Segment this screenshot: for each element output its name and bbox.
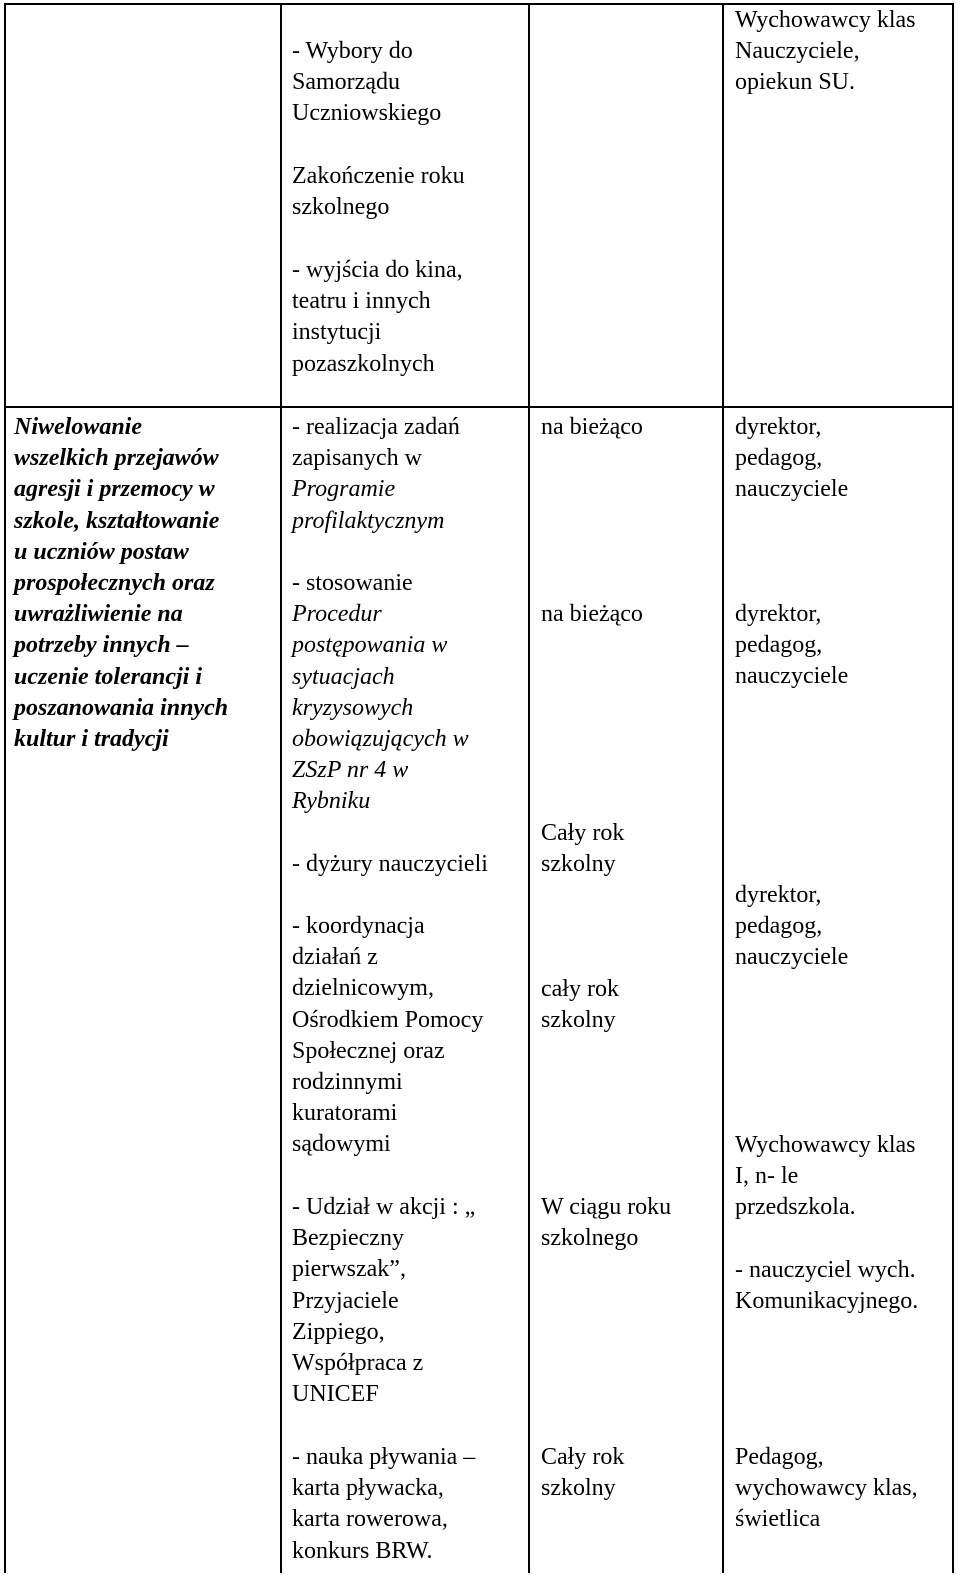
responsible-6	[735, 1442, 918, 1536]
row1-responsible-cell	[735, 5, 916, 99]
text-line: sądowymi	[292, 1131, 391, 1158]
text-line: Zippiego,	[292, 1318, 385, 1345]
text-line: świetlica	[735, 1506, 821, 1533]
term-4	[541, 974, 619, 1036]
text-line: dyrektor,	[735, 414, 822, 440]
term-3	[541, 818, 624, 880]
text-line: zapisanych w	[292, 445, 422, 472]
text-line: - stosowanie	[292, 570, 413, 596]
grid-line-row-separator	[4, 406, 954, 408]
text-line: - Wybory do	[292, 38, 413, 64]
text-line: - wyjścia do kina,	[292, 257, 463, 283]
activity-samorzad	[292, 36, 441, 130]
text-line: - Udział w akcji : „	[292, 1194, 476, 1220]
responsible-4	[735, 1130, 916, 1224]
text-line: teatru i innych	[292, 288, 431, 315]
text-line: karta pływacka,	[292, 1475, 444, 1502]
text-line: kryzysowych	[292, 694, 414, 721]
text-line: Samorządu	[292, 69, 400, 96]
text-line: działań z	[292, 944, 378, 971]
text-line: - dyżury nauczycieli	[292, 851, 488, 877]
text-line: szkolny	[541, 1475, 616, 1502]
text-line: Współpraca z	[292, 1350, 424, 1377]
text-line: pedagog,	[735, 445, 823, 472]
text-line: Niwelowanie	[14, 414, 143, 440]
text-line: przedszkola.	[735, 1194, 856, 1221]
activity-zakonczenie	[292, 161, 465, 223]
grid-line-left	[4, 3, 6, 1573]
text-line: dyrektor,	[735, 601, 822, 627]
text-line: Ośrodkiem Pomocy	[292, 1006, 484, 1033]
text-line: Bezpieczny	[292, 1225, 404, 1252]
text-line: na bieżąco	[541, 414, 643, 440]
text-line: szkolnego	[541, 1225, 639, 1252]
text-line: Wychowawcy klas	[735, 1132, 916, 1158]
text-line: dzielnicowym,	[292, 975, 434, 1002]
responsible-1	[735, 412, 848, 506]
grid-line-col4	[722, 3, 724, 1573]
text-line: - realizacja zadań	[292, 414, 460, 440]
text-line: instytucji	[292, 319, 382, 346]
text-line: Cały rok	[541, 820, 625, 846]
grid-line-col3	[528, 3, 530, 1573]
text-line: poszanowania innych	[14, 694, 229, 721]
text-line: kultur i tradycji	[14, 726, 169, 753]
text-line: szkolny	[541, 1007, 616, 1034]
text-line: - nauczyciel wych.	[735, 1257, 916, 1283]
text-line: Nauczyciele,	[735, 38, 860, 65]
activity-coordination	[292, 911, 483, 1161]
text-line: UNICEF	[292, 1381, 379, 1408]
text-line: u uczniów postaw	[14, 538, 189, 565]
activity-duty	[292, 849, 488, 880]
text-line: konkurs BRW.	[292, 1537, 433, 1564]
text-line: cały rok	[541, 976, 619, 1002]
text-line: szkolny	[541, 851, 616, 878]
activity-programme	[292, 412, 460, 537]
text-line: Programie	[292, 476, 396, 503]
text-line: pedagog,	[735, 632, 823, 659]
text-line: wszelkich przejawów	[14, 445, 219, 472]
responsible-5	[735, 1255, 918, 1317]
text-line: nauczyciele	[735, 476, 849, 503]
text-line: Społecznej oraz	[292, 1037, 445, 1064]
term-5	[541, 1192, 671, 1254]
grid-line-right	[952, 3, 954, 1573]
text-line: agresji i przemocy w	[14, 476, 215, 503]
text-line: ZSzP nr 4 w	[292, 757, 409, 784]
text-line: szkolnego	[292, 194, 390, 221]
text-line: nauczyciele	[735, 663, 849, 690]
text-line: dyrektor,	[735, 882, 822, 908]
text-line: szkole, kształtowanie	[14, 507, 220, 534]
text-line: Rybniku	[292, 788, 371, 815]
term-2	[541, 599, 643, 630]
term-6	[541, 1442, 624, 1504]
text-line: prospołecznych oraz	[14, 570, 215, 597]
activity-campaign	[292, 1192, 475, 1410]
text-line: Pedagog,	[735, 1444, 824, 1470]
text-line: pozaszkolnych	[292, 350, 435, 377]
text-line: wychowawcy klas,	[735, 1475, 918, 1502]
text-line: profilaktycznym	[292, 507, 445, 534]
text-line: Uczniowskiego	[292, 100, 442, 127]
text-line: - nauka pływania –	[292, 1444, 476, 1470]
responsible-3	[735, 880, 848, 974]
text-line: postępowania w	[292, 632, 448, 659]
text-line: pierwszak”,	[292, 1256, 406, 1283]
row2-goal-cell	[14, 412, 228, 755]
text-line: Komunikacyjnego.	[735, 1288, 919, 1315]
text-line: - koordynacja	[292, 913, 425, 939]
text-line: kuratorami	[292, 1100, 398, 1127]
text-line: obowiązujących w	[292, 726, 469, 753]
text-line: nauczyciele	[735, 944, 849, 971]
activity-procedures	[292, 568, 469, 818]
text-line: uwrażliwienie na	[14, 601, 183, 628]
text-line: opiekun SU.	[735, 69, 855, 96]
text-line: na bieżąco	[541, 601, 643, 627]
text-line: rodzinnymi	[292, 1069, 403, 1096]
text-line: pedagog,	[735, 913, 823, 940]
text-line: W ciągu roku	[541, 1194, 672, 1220]
text-line: karta rowerowa,	[292, 1506, 448, 1533]
text-line: potrzeby innych –	[14, 632, 189, 659]
text-line: uczenie tolerancji i	[14, 663, 202, 690]
text-line: Procedur	[292, 601, 382, 628]
text-line: sytuacjach	[292, 663, 395, 690]
text-line: Przyjaciele	[292, 1287, 399, 1314]
activity-swimming	[292, 1442, 475, 1567]
activity-wyjscia	[292, 255, 463, 380]
text-line: Cały rok	[541, 1444, 625, 1470]
text-line: Wychowawcy klas	[735, 7, 916, 33]
text-line: Zakończenie roku	[292, 163, 465, 189]
grid-line-col2	[280, 3, 282, 1573]
responsible-2	[735, 599, 848, 693]
term-1	[541, 412, 643, 443]
text-line: I, n- le	[735, 1163, 799, 1190]
